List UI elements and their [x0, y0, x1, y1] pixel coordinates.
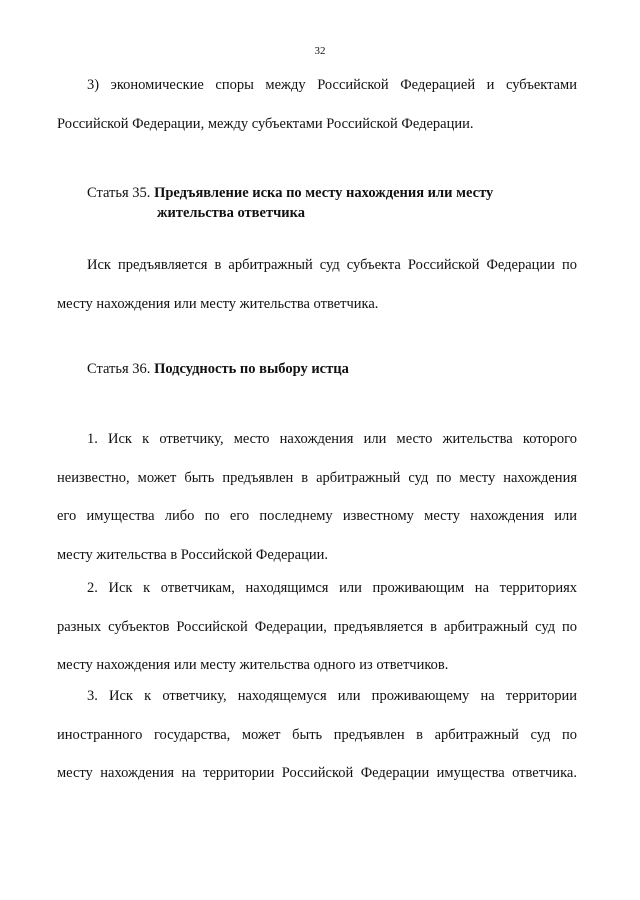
text-line: Иск предъявляется в арбитражный суд субъекта Российской Федерации по [87, 257, 577, 273]
text-line: его имущества либо по его последнему известному месту нахождения или [57, 508, 577, 524]
article-title-continuation: жительства ответчика [157, 205, 305, 221]
text-line: неизвестно, может быть предъявлен в арбитражный суд по месту нахождения [57, 469, 577, 486]
text-line: месту нахождения или месту жительства одного из ответчиков. [57, 657, 449, 673]
article-label: Статья 36. [87, 361, 151, 377]
paragraph-item-3 [57, 677, 577, 793]
paragraph-item-1 [57, 420, 577, 574]
text-line: 3. Иск к ответчику, находящемуся или проживающему на территории [87, 688, 577, 704]
text-line: Российской Федерации, между субъектами Российской Федерации. [57, 115, 474, 132]
article-title: Подсудность по выбору истца [154, 361, 349, 377]
page-number: 32 [314, 45, 326, 57]
paragraph-economic-disputes [57, 66, 577, 143]
text-line: 3) экономические споры между Российской Федерацией и субъектами [87, 77, 577, 93]
text-line: месту нахождения на территории Российской Федерации имущества ответчика. [57, 765, 577, 781]
article-35-heading [87, 183, 493, 223]
text-line: 2. Иск к ответчикам, находящимся или проживающим на территориях [87, 580, 577, 596]
paragraph-article-35-body [57, 246, 577, 323]
text-line: иностранного государства, может быть предъявлен в арбитражный суд по [57, 726, 577, 743]
text-line: месту нахождения или месту жительства ответчика. [57, 295, 379, 312]
article-label: Статья 35. [87, 185, 151, 201]
text-line: 1. Иск к ответчику, место нахождения или место жительства которого [87, 431, 577, 447]
text-line: месту жительства в Российской Федерации. [57, 546, 328, 563]
text-line: разных субъектов Российской Федерации, предъявляется в арбитражный суд по [57, 618, 577, 635]
article-36-heading [87, 359, 349, 379]
paragraph-item-2 [57, 569, 577, 685]
article-title: Предъявление иска по месту нахождения или месту [154, 185, 494, 201]
